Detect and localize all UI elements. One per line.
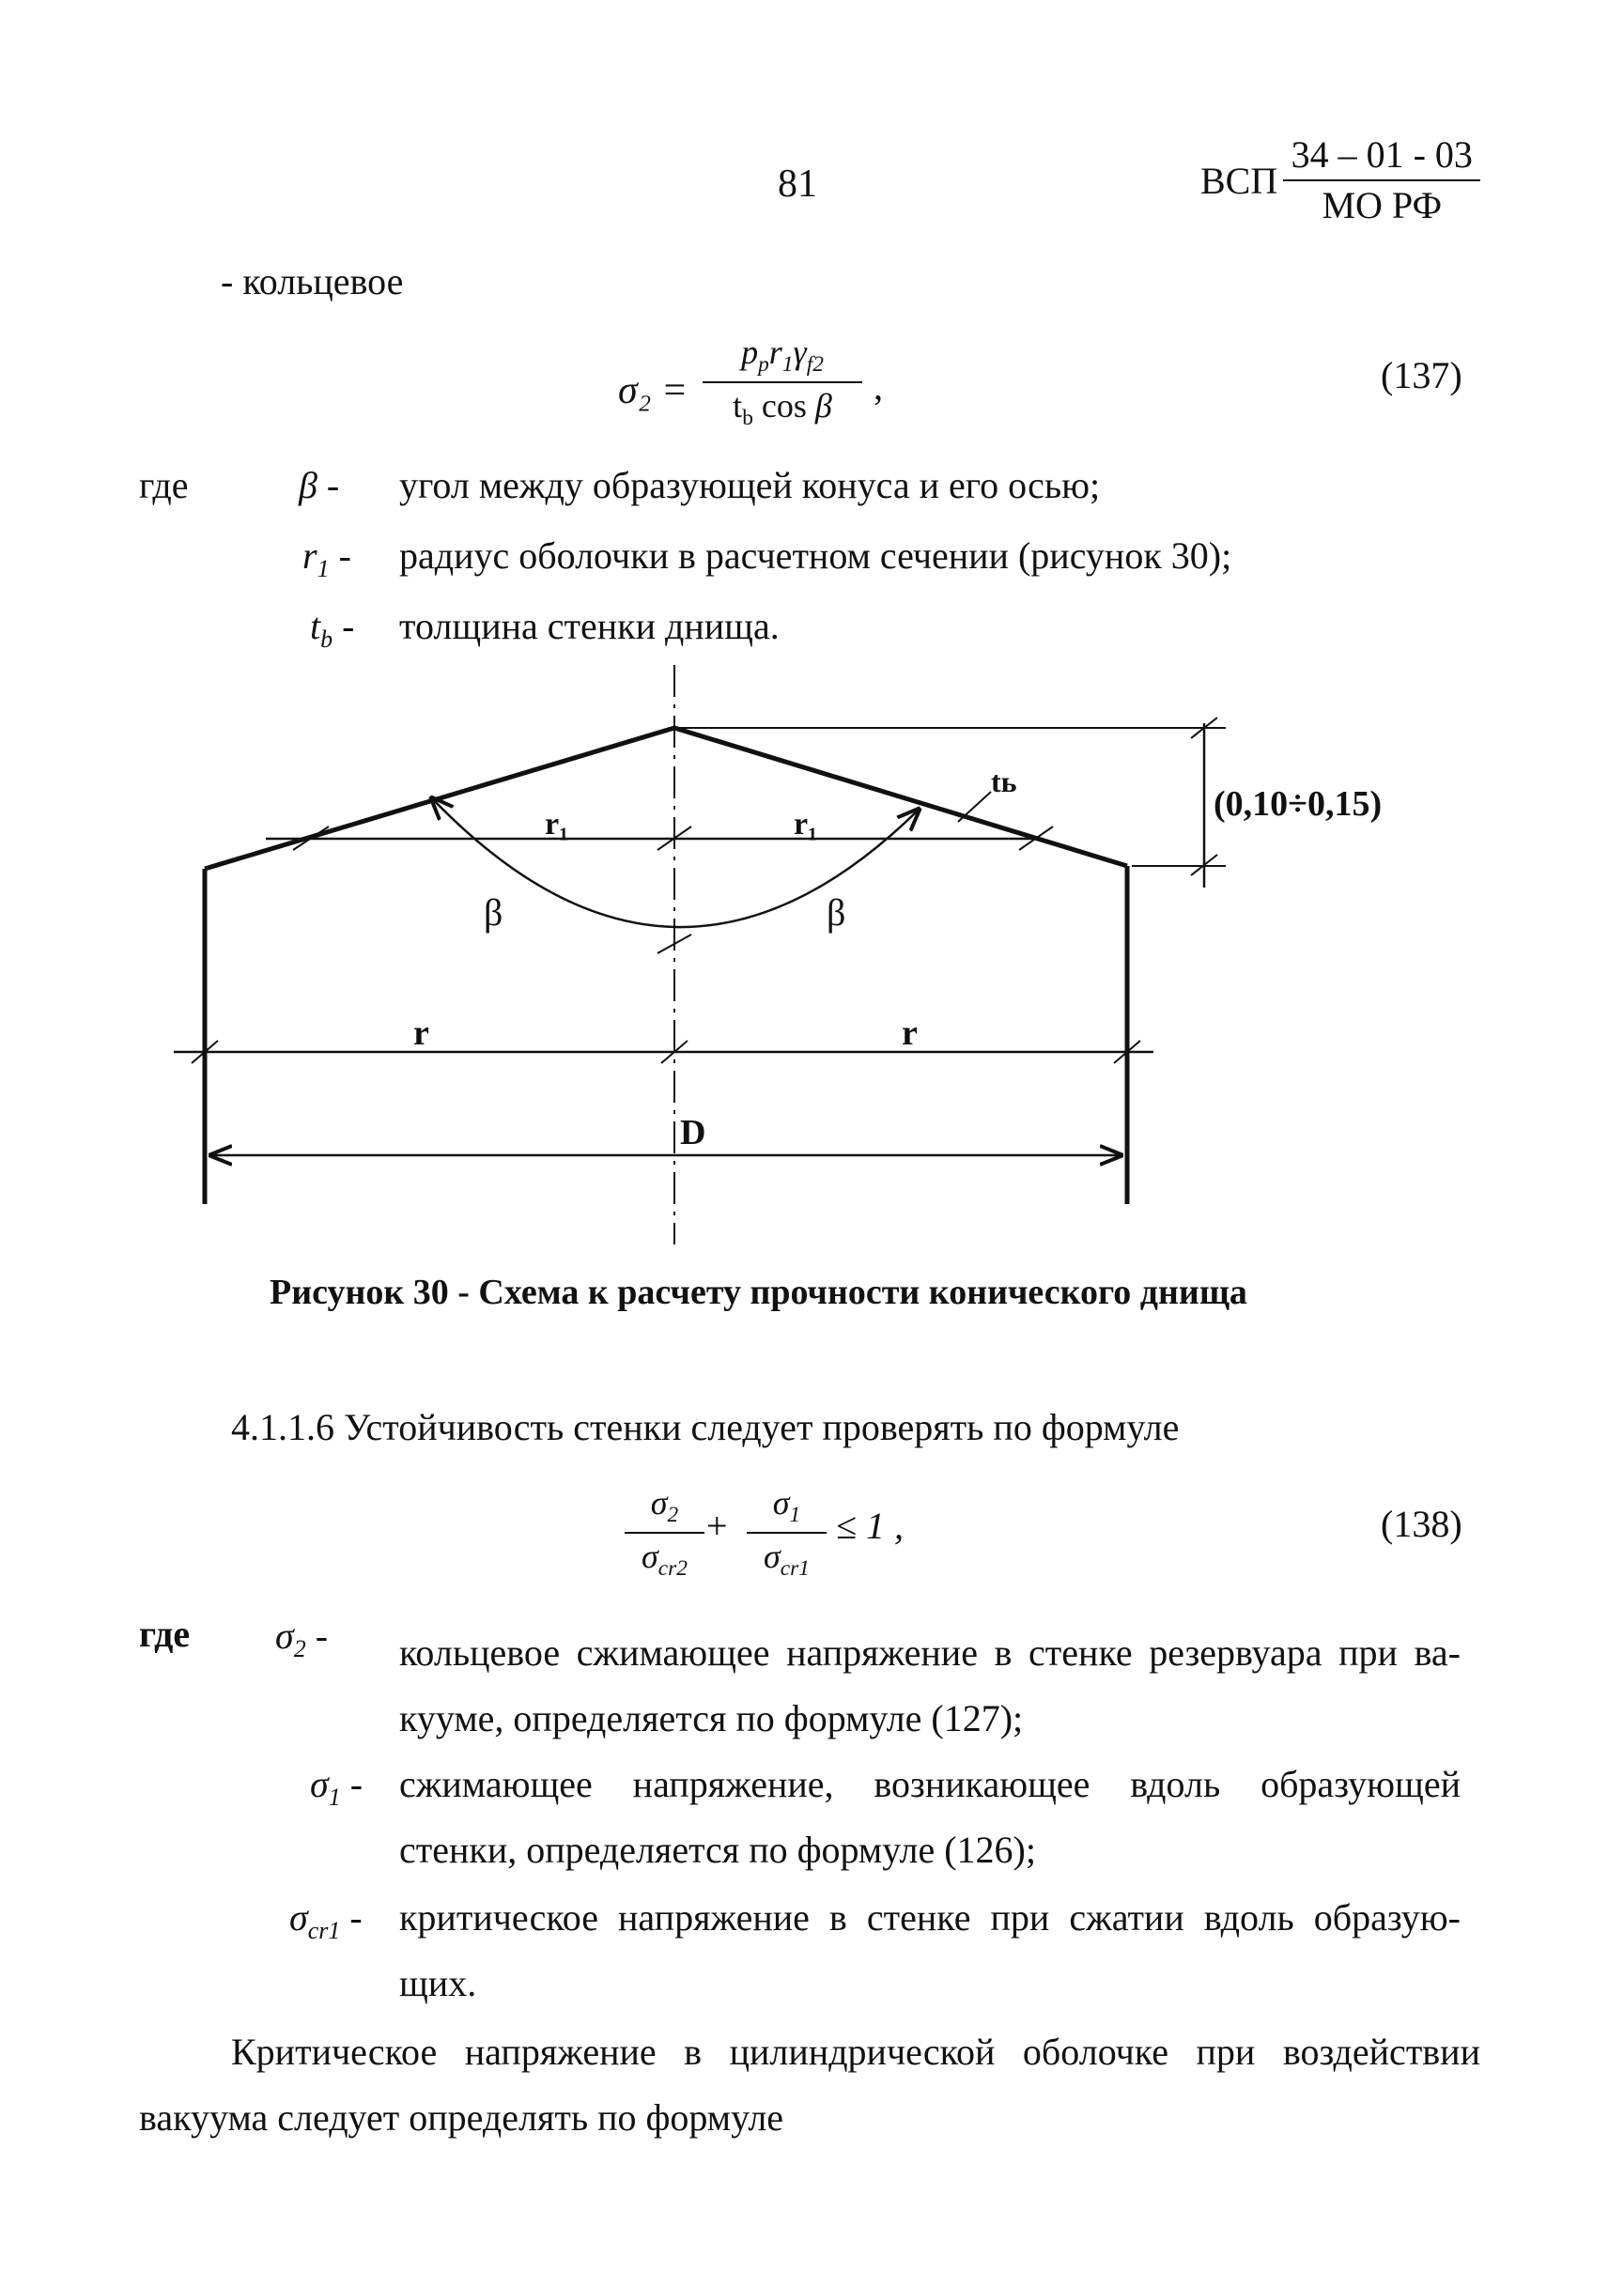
label-r-right: r (902, 1013, 918, 1053)
where1-text-r1: радиус оболочки в расчетном сечении (рисунок 30); (399, 534, 1232, 577)
where2-line1-sigmacr1: критическое напряжение в стенке при сжатии вдоль образую- (399, 1896, 1461, 1939)
doc-prefix: ВСП (1200, 159, 1278, 202)
where1-symbol-beta: β - (299, 464, 340, 506)
label-beta-left: β (484, 891, 503, 934)
formula-138-plus: + (706, 1505, 728, 1547)
where2-line1-sigma1: сжимающее напряжение, возникающее вдоль образующей (399, 1763, 1461, 1805)
intro-label: - кольцевое (221, 260, 404, 302)
where2-symbol-sigma1: $\sigma_1$ - (310, 1763, 363, 1811)
page-number: 81 (778, 162, 817, 206)
label-height-ratio: (0,10÷0,15) (1214, 784, 1383, 824)
where1-text-tb: толщина стенки днища. (399, 605, 780, 647)
formula-137-comma: , (874, 365, 883, 408)
figure-caption: Рисунок 30 - Схема к расчету прочности конического днища (270, 1273, 1247, 1312)
where-word-2: где (139, 1613, 191, 1655)
doc-code: 34 – 01 - 03 (1291, 133, 1473, 176)
where2-line2-sigma1: стенки, определяется по формуле (126); (399, 1829, 1036, 1871)
where2-line2-sigma2: кууме, определяется по формуле (127); (399, 1697, 1024, 1739)
where-word-1: где (139, 464, 189, 506)
formula-138-number: (138) (1381, 1503, 1462, 1545)
formula-137-numerator: $p_pr_1\gamma_{f2}$ (741, 333, 824, 378)
label-d: D (680, 1113, 706, 1152)
label-r1-right: r₁ (794, 807, 818, 842)
label-r-left: r (413, 1013, 429, 1053)
where1-symbol-tb: $t_b$ - (310, 605, 355, 653)
doc-org: МО РФ (1322, 184, 1443, 226)
label-tb: tь (991, 765, 1017, 798)
closing-line-2: вакуума следует определять по формуле (139, 2096, 784, 2139)
where2-symbol-sigmacr1: $\sigma_{cr1}$ - (289, 1896, 363, 1944)
where2-symbol-sigma2: $\sigma_2$ - (275, 1615, 329, 1662)
closing-line-1: Критическое напряжение в цилиндрической оболочке при воздействии (231, 2031, 1480, 2073)
formula-138-fraction-1: $\sigma_2$ $\sigma_{cr2}$ (625, 1484, 704, 1582)
section-text: 4.1.1.6 Устойчивость стенки следует проверять по формуле (231, 1406, 1180, 1448)
label-r1-left: r₁ (545, 807, 569, 842)
formula-137-number: (137) (1381, 354, 1462, 396)
formula-138-rhs: ≤ 1 , (836, 1505, 904, 1547)
where2-line2-sigmacr1: щих. (399, 1962, 477, 2004)
where2-line1-sigma2: кольцевое сжимающее напряжение в стенке резервуара при ва- (399, 1631, 1461, 1674)
formula-137-lhs: σ₂ = (618, 369, 688, 412)
formula-137-denominator: $t_b$ cos β (733, 387, 832, 431)
where1-symbol-r1: $r_1$ - (302, 534, 351, 582)
where1-text-beta: угол между образующей конуса и его осью; (399, 464, 1101, 506)
formula-138-fraction-2: $\sigma_1$ $\sigma_{cr1}$ (747, 1484, 827, 1582)
label-beta-right: β (827, 891, 846, 934)
cone-outline (205, 728, 1127, 869)
